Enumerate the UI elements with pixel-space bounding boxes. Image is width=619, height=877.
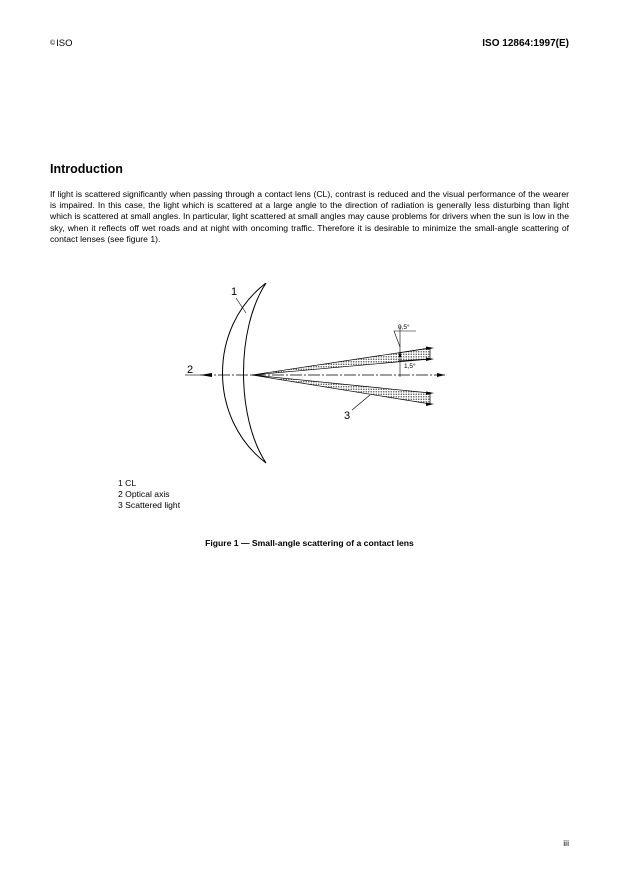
figure-legend — [118, 478, 180, 512]
figure-caption: Figure 1 — Small-angle scattering of a contact lens — [205, 538, 414, 548]
callout-3-leader — [352, 395, 370, 410]
callout-2-label: 2 — [187, 364, 194, 376]
intro-paragraph: If light is scattered significantly when passing through a contact lens (CL), contrast is reduced and the visual performance of the wearer is impaired. In this case, the light which is scattered at a large angle to the direction of radiation is generally less disturbing than light which is scattered at small angles. In particular, light scattered at small angles may cause problems for drivers when the sun is low in the sky, when it reflects off wet roads and at night with oncoming traffic. Therefore it is desirable to minimize the small-angle scattering of contact lenses (see figure 1). — [50, 189, 569, 244]
legend-item: 1 CL — [118, 478, 137, 488]
header-standard-number: ISO 12864:1997(E) — [482, 38, 569, 49]
angle-05-label: 0,5° — [398, 324, 410, 331]
lower-scattered-beam — [252, 375, 430, 404]
axis-arrow-left — [200, 373, 212, 377]
header-left-text: ISO — [56, 38, 73, 49]
callout-3-label: 3 — [344, 410, 351, 422]
legend-item: 3 Scattered light — [118, 500, 181, 511]
axis-arrow-right — [437, 373, 445, 377]
legend-item: 2 Optical axis — [118, 489, 170, 500]
copyright-symbol: © — [50, 40, 56, 47]
callout-1-label: 1 — [231, 286, 238, 298]
angle-05-leader — [394, 331, 416, 347]
scattering-diagram — [180, 283, 450, 468]
header-copyright — [50, 38, 73, 49]
section-title: Introduction — [50, 162, 123, 176]
page-number: iii — [563, 838, 569, 848]
angle-15-label: 1,5° — [404, 363, 416, 370]
